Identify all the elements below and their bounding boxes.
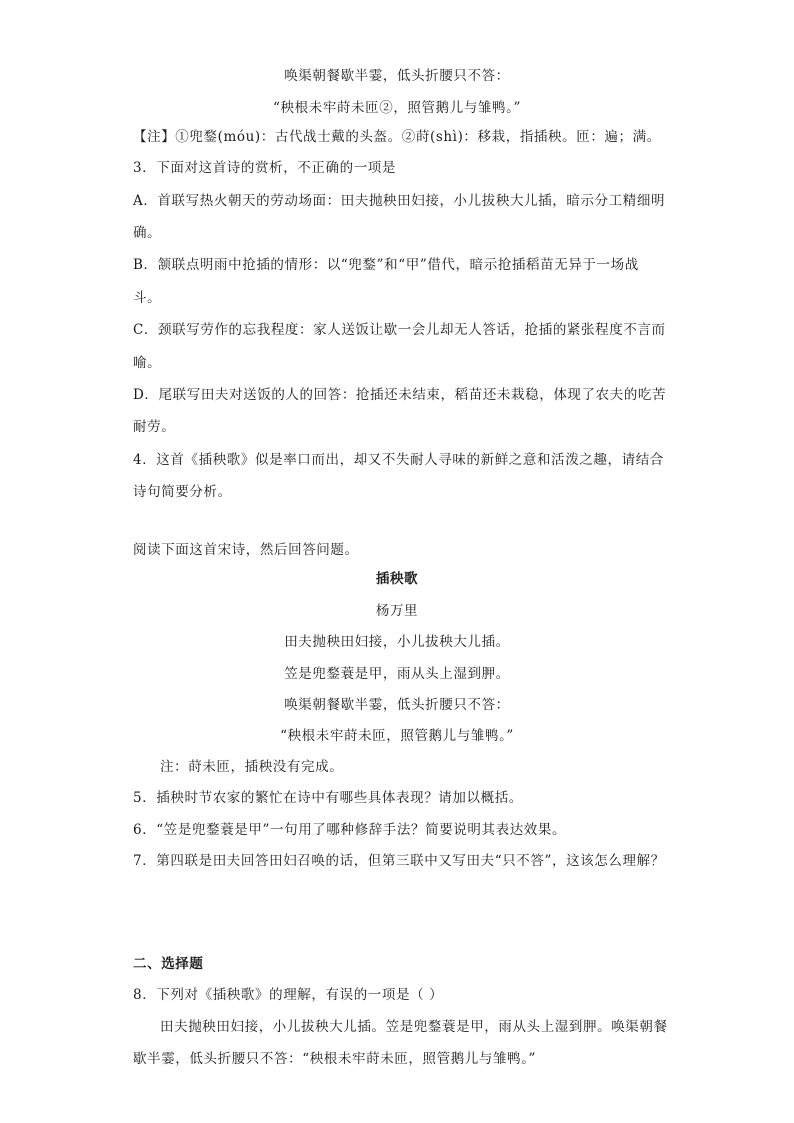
poem-title: 插秧歌 xyxy=(375,571,419,587)
question-7: 7．第四联是田夫回答田妇召唤的话，但第三联中又写田夫“只不答”，这该怎么理解？ xyxy=(133,853,665,869)
top-poem-line-4: “秧根未牢莳未匝②，照管鹅儿与雏鸭。” xyxy=(273,100,521,116)
question-8-poem: 田夫抛秧田妇接，小儿拔秧大儿插。笠是兜鍪蓑是甲，雨从头上湿到胛。唤渠朝餐 xyxy=(160,1019,668,1035)
poem-line-4: “秧根未牢莳未匝，照管鹅儿与雏鸭。” xyxy=(280,728,514,744)
question-3-option-c-cont: 喻。 xyxy=(133,355,162,371)
question-4-stem: 4．这首《插秧歌》似是率口而出，却又不失耐人寻味的新鲜之意和活泼之趣，请结合 xyxy=(133,452,664,468)
question-6: 6．“笠是兜鍪蓑是甲”一句用了哪种修辞手法？简要说明其表达效果。 xyxy=(133,822,567,838)
section-intro: 阅读下面这首宋诗，然后回答问题。 xyxy=(133,542,359,558)
question-8-stem: 8．下列对《插秧歌》的理解，有误的一项是（ ） xyxy=(133,987,444,1003)
poem-line-2: 笠是兜鍪蓑是甲，雨从头上湿到胛。 xyxy=(284,666,510,682)
question-3-stem: 3．下面对这首诗的赏析，不正确的一项是 xyxy=(133,160,396,176)
question-3-option-a: A．首联写热火朝天的劳动场面：田夫抛秧田妇接，小儿拔秧大儿插，暗示分工精细明 xyxy=(133,193,666,209)
question-8-poem-cont: 歇半霎，低头折腰只不答：“秧根未牢莳未匝，照管鹅儿与雏鸭。” xyxy=(133,1051,537,1067)
question-3-option-a-cont: 确。 xyxy=(133,225,162,241)
poem-line-3: 唤渠朝餐歇半霎，低头折腰只不答： xyxy=(284,697,510,713)
poem-line-1: 田夫抛秧田妇接，小儿拔秧大儿插。 xyxy=(284,634,510,650)
question-3-option-b-cont: 斗。 xyxy=(133,290,162,306)
question-3-option-c: C．颈联写劳作的忘我程度：家人送饭让歇一会儿却无人答话，抢插的紧张程度不言而 xyxy=(133,322,666,338)
question-3-option-b: B．颔联点明雨中抢插的情形：以“兜鍪”和“甲”借代，暗示抢插稻苗无异于一场战 xyxy=(133,257,639,273)
question-5: 5．插秧时节农家的繁忙在诗中有哪些具体表现？请加以概括。 xyxy=(133,790,523,806)
question-3-option-d: D．尾联写田夫对送饭的人的回答：抢插还未结束，稻苗还未栽稳，体现了农夫的吃苦 xyxy=(133,387,667,403)
poem-annotation: 【注】①兜鍪(móu)：古代战士戴的头盔。②莳(shì)：移栽，指插秧。匝：遍；满。 xyxy=(133,129,661,145)
top-poem-line-3: 唤渠朝餐歇半霎，低头折腰只不答： xyxy=(284,68,510,84)
question-3-option-d-cont: 耐劳。 xyxy=(133,419,176,435)
poem-author: 杨万里 xyxy=(375,603,419,619)
question-4-stem-cont: 诗句简要分析。 xyxy=(133,484,232,500)
section-heading-choice: 二、选择题 xyxy=(133,956,204,972)
poem-note: 注：莳未匝，插秧没有完成。 xyxy=(160,759,344,775)
